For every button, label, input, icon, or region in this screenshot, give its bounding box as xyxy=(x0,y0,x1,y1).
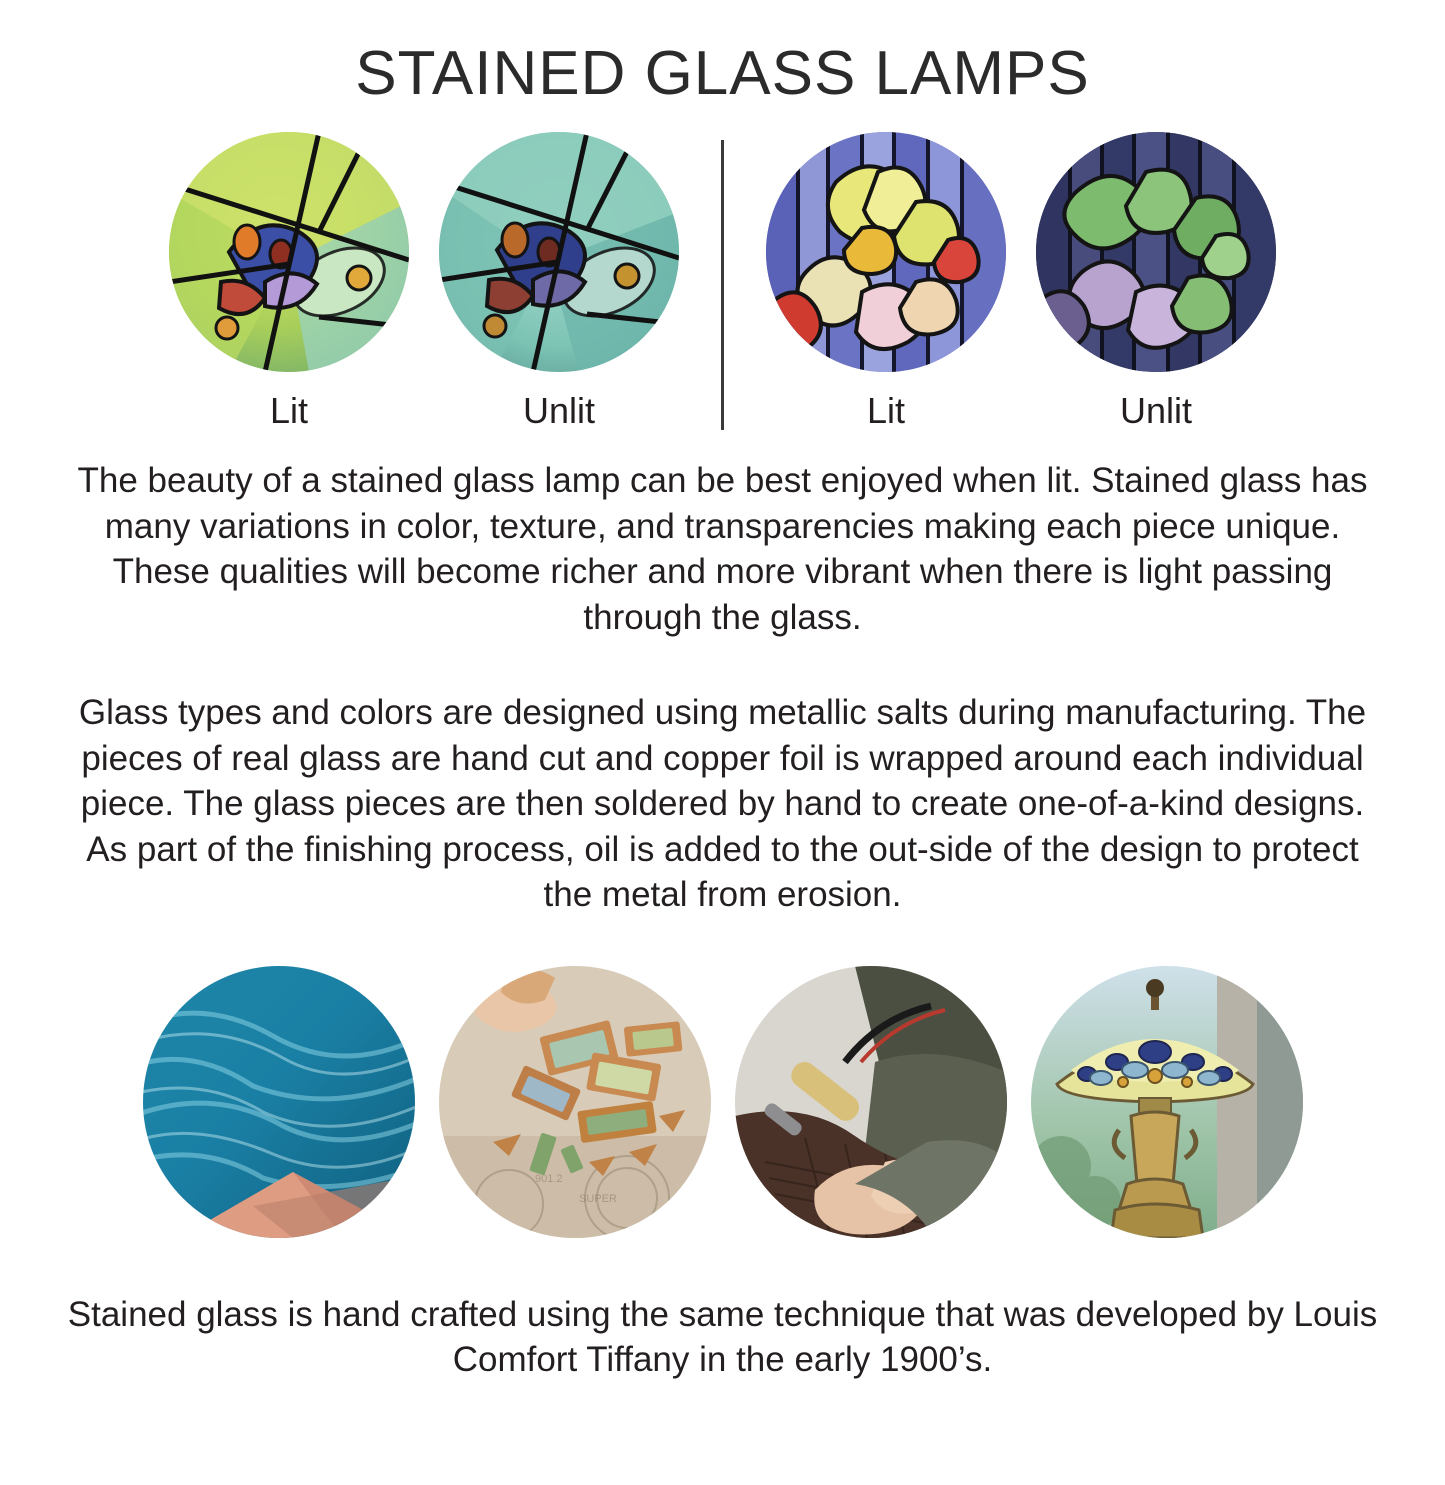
stained-glass-closeup-lit-blue-green-image xyxy=(169,132,409,372)
comparison-pair-right xyxy=(724,132,1276,432)
caption-unlit-left: Unlit xyxy=(522,390,596,432)
svg-text:SUPER: SUPER xyxy=(578,1192,617,1205)
page-title: STAINED GLASS LAMPS xyxy=(355,39,1090,108)
comparison-item-lit-right xyxy=(766,132,1006,432)
blue-glass-sheet-image xyxy=(143,966,415,1238)
paragraph-one: The beauty of a stained glass lamp can be best enjoyed when lit. Stained glass has many variations in color, texture, and transparencies making each piece unique. These qualities will become richer and more vibrant when there is light passing through the glass. xyxy=(77,461,1368,637)
comparison-item-unlit-left xyxy=(439,132,679,432)
comparison-pair-left xyxy=(169,132,721,432)
hand-soldering-glass-image xyxy=(735,966,1007,1238)
footer-text: Stained glass is hand crafted using the same technique that was developed by Louis Comfort Tiffany in the early 1900’s. xyxy=(67,1294,1378,1380)
stained-glass-floral-lit-image xyxy=(766,132,1006,372)
process-image-row xyxy=(0,966,1445,1238)
finished-tiffany-lamp-image xyxy=(1031,966,1303,1238)
paragraph-two: Glass types and colors are designed using metallic salts during manufacturing. The pieces of real glass are hand cut and copper foil is wrapped around each individual piece. The glass pieces are then soldered by hand to create one-of-a-kind designs. As part of the finishing process, oil is added to the out-side of the design to protect the metal from erosion. xyxy=(78,693,1367,915)
stained-glass-closeup-unlit-blue-green-image xyxy=(439,132,679,372)
copper-foil-glass-pieces-image xyxy=(439,966,711,1238)
comparison-item-unlit-right xyxy=(1036,132,1276,432)
comparison-item-lit-left xyxy=(169,132,409,432)
caption-lit-left: Lit xyxy=(269,390,309,432)
comparison-row xyxy=(0,132,1445,432)
caption-lit-right: Lit xyxy=(866,390,906,432)
caption-unlit-right: Unlit xyxy=(1119,390,1193,432)
stained-glass-floral-unlit-image xyxy=(1036,132,1276,372)
svg-text:901.2: 901.2 xyxy=(534,1172,563,1185)
infographic-page xyxy=(0,40,1445,1485)
